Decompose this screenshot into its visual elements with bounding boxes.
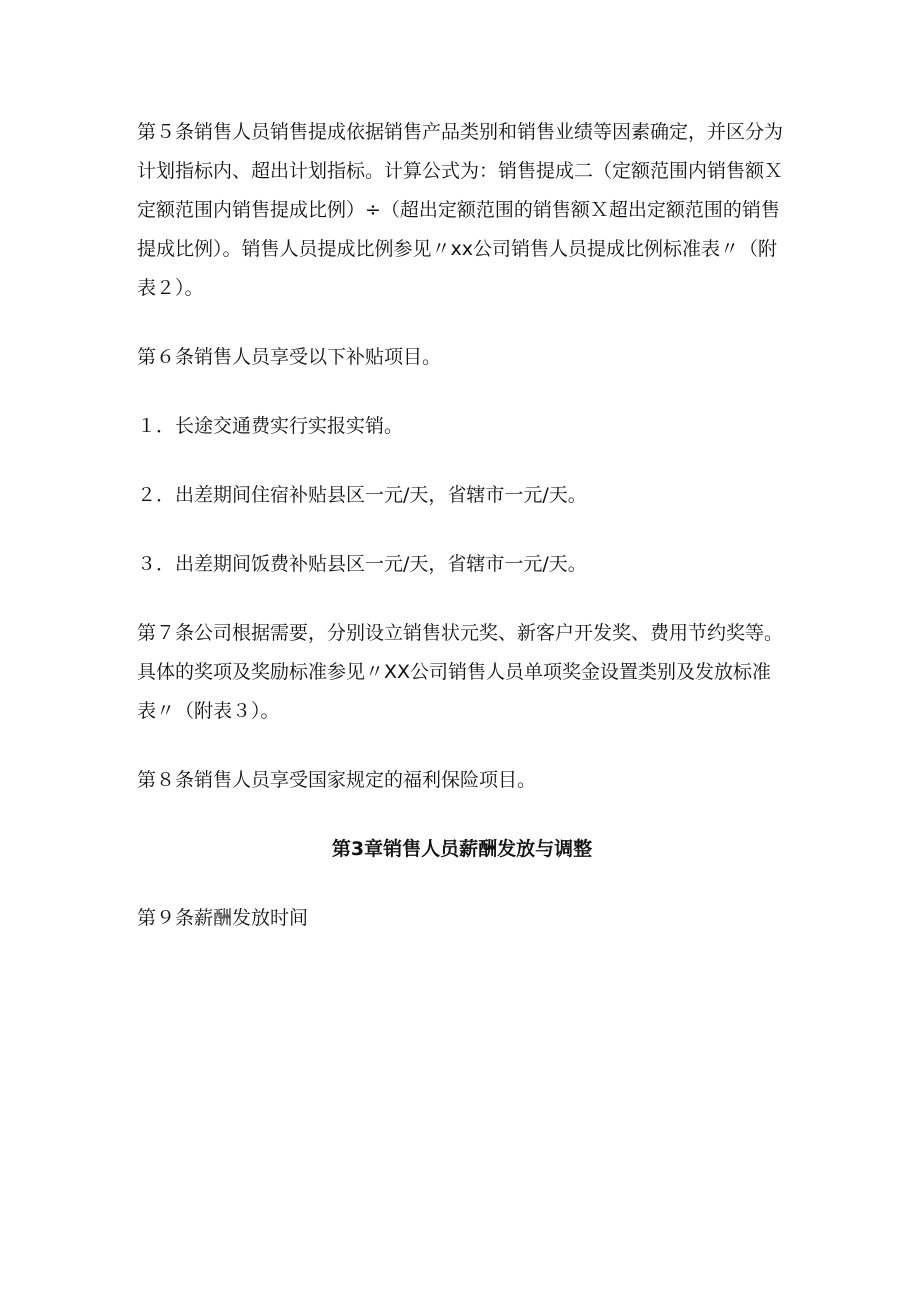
article-9-paragraph: 第９条薪酬发放时间 [137,907,309,929]
chapter-3-heading: 第3章销售人员薪酬发放与调整 [331,838,593,860]
subsidy-item-2: ２．出差期间住宿补贴县区一元/天，省辖市一元/天。 [137,484,587,506]
document-body [137,113,787,968]
article-5-paragraph: 第５条销售人员销售提成依据销售产品类别和销售业绩等因素确定，并区分为计划指标内、超出计划指标。计算公式为：销售提成二（定额范围内销售额Ｘ定额范围内销售提成比例）÷（超出定额范围的销售额Ｘ超出定额范围的销售提成比例）。销售人员提成比例参见〃xx公司销售人员提成比例标准表〃（附表２）。 [137,121,784,299]
article-8-paragraph: 第８条销售人员享受国家规定的福利保险项目。 [137,769,537,791]
subsidy-item-3: ３．出差期间饭费补贴县区一元/天，省辖市一元/天。 [137,553,587,575]
article-7-paragraph: 第７条公司根据需要，分别设立销售状元奖、新客户开发奖、费用节约奖等。具体的奖项及奖励标准参见〃XX公司销售人员单项奖金设置类别及发放标准表〃（附表３）。 [137,622,784,722]
article-6-paragraph: 第６条销售人员享受以下补贴项目。 [137,346,442,368]
subsidy-item-1: １．长途交通费实行实报实销。 [137,415,404,437]
